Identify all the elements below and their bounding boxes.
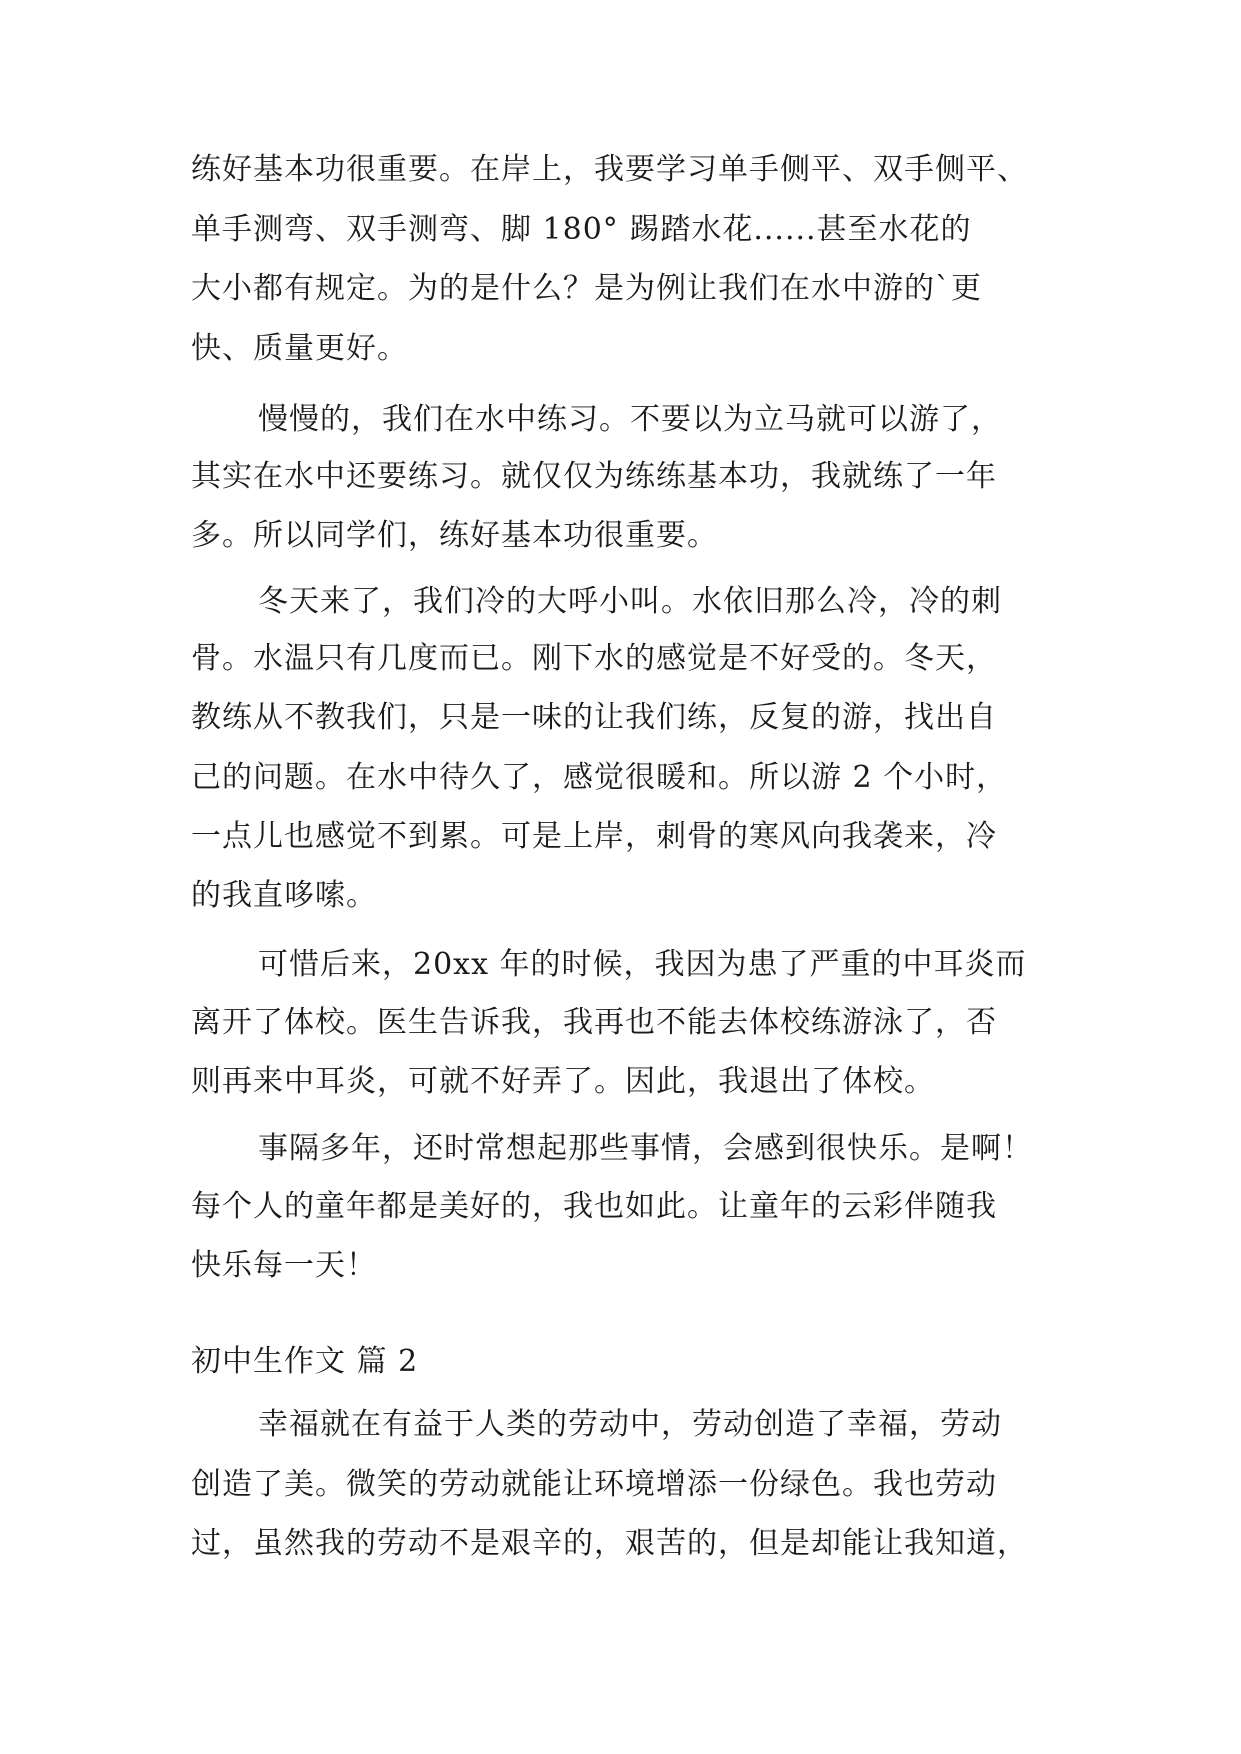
text-line: 创造了美。微笑的劳动就能让环境增添一份绿色。我也劳动 (191, 1467, 997, 1502)
paragraph-first-line: 幸福就在有益于人类的劳动中，劳动创造了幸福，劳动 (258, 1407, 1002, 1442)
paragraph-first-line: 事隔多年，还时常想起那些事情，会感到很快乐。是啊！ (258, 1131, 1033, 1166)
text-line: 快、质量更好。 (191, 331, 408, 366)
text-line: 多。所以同学们，练好基本功很重要。 (191, 518, 718, 553)
text-line: 教练从不教我们，只是一味的让我们练，反复的游，找出自 (191, 700, 997, 735)
text-line: 骨。水温只有几度而已。刚下水的感觉是不好受的。冬天， (191, 641, 997, 676)
section-heading: 初中生作文 篇 2 (191, 1344, 419, 1379)
paragraph-first-line: 冬天来了，我们冷的大呼小叫。水依旧那么冷，冷的刺 (258, 584, 1002, 619)
text-line: 单手测弯、双手测弯、脚 180° 踢踏水花......甚至水花的 (191, 212, 972, 247)
text-line: 练好基本功很重要。在岸上，我要学习单手侧平、双手侧平、 (191, 152, 1028, 187)
text-line: 其实在水中还要练习。就仅仅为练练基本功，我就练了一年 (191, 459, 997, 494)
text-line: 的我直哆嗦。 (191, 878, 377, 913)
paragraph-first-line: 慢慢的，我们在水中练习。不要以为立马就可以游了， (258, 402, 1002, 437)
text-line: 离开了体校。医生告诉我，我再也不能去体校练游泳了，否 (191, 1005, 997, 1040)
text-line: 过，虽然我的劳动不是艰辛的，艰苦的，但是却能让我知道， (191, 1526, 1028, 1561)
text-line: 快乐每一天！ (191, 1248, 377, 1283)
text-line: 大小都有规定。为的是什么？是为例让我们在水中游的`更 (191, 271, 982, 306)
text-line: 一点儿也感觉不到累。可是上岸，刺骨的寒风向我袭来，冷 (191, 819, 997, 854)
text-line: 则再来中耳炎，可就不好弄了。因此，我退出了体校。 (191, 1064, 935, 1099)
text-line: 己的问题。在水中待久了，感觉很暖和。所以游 2 个小时， (191, 760, 1008, 795)
text-line: 每个人的童年都是美好的，我也如此。让童年的云彩伴随我 (191, 1189, 997, 1224)
paragraph-first-line: 可惜后来，20xx 年的时候，我因为患了严重的中耳炎而 (258, 947, 1027, 982)
